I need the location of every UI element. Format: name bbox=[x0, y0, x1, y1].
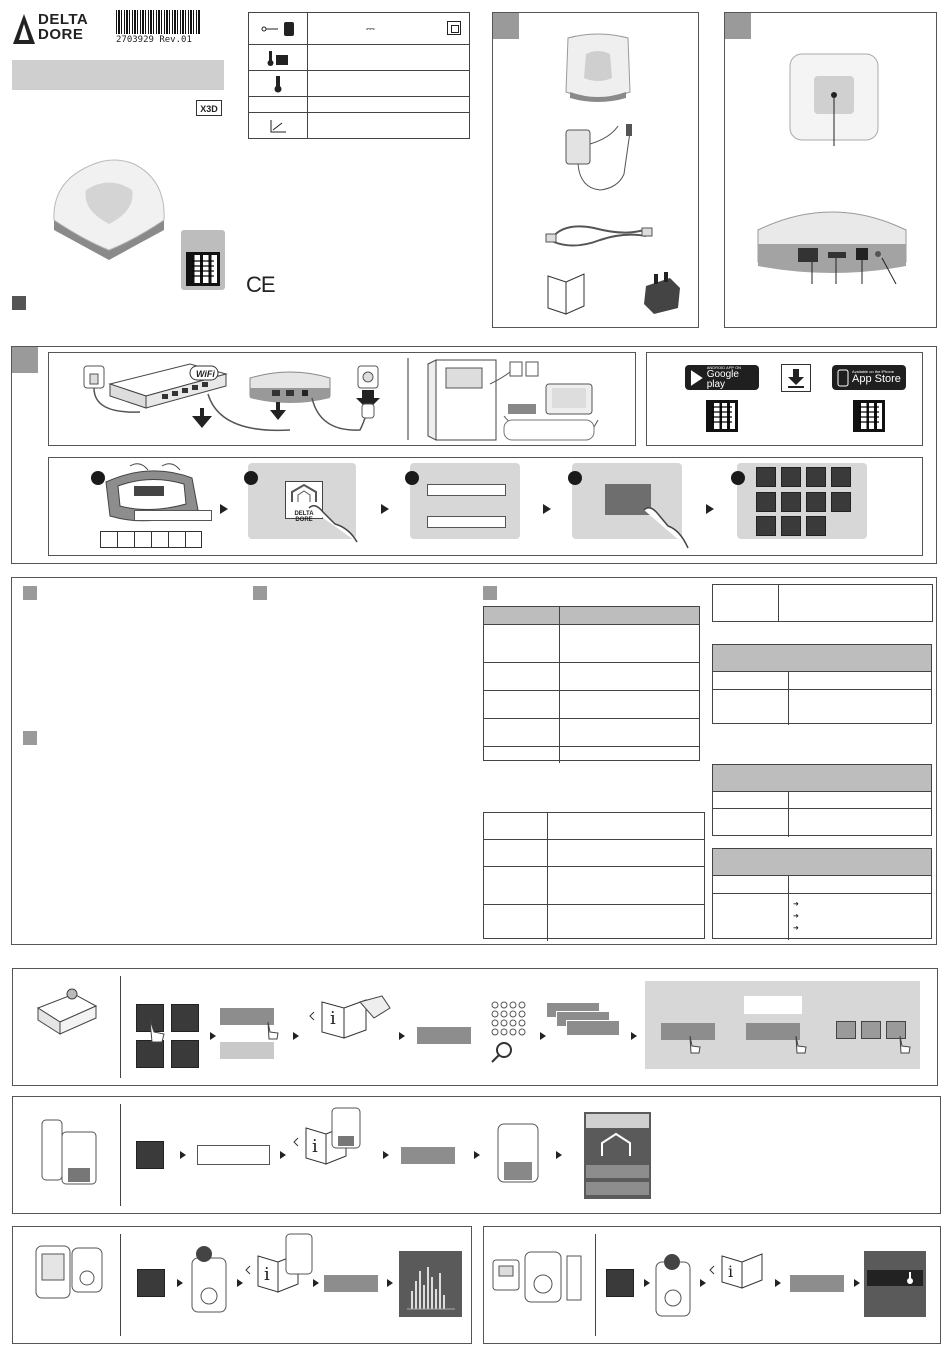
panel-divider bbox=[120, 976, 121, 1078]
mac-address-box bbox=[134, 510, 212, 521]
info-symbol: i bbox=[330, 1008, 336, 1029]
consumption-chart-screen bbox=[399, 1251, 462, 1317]
energy-meter-icon bbox=[34, 1244, 106, 1300]
class-ii-icon bbox=[447, 21, 461, 35]
panel-divider bbox=[595, 1234, 596, 1336]
panel-divider bbox=[120, 1104, 121, 1206]
google-play-qr[interactable] bbox=[706, 400, 738, 432]
tile-more-icon[interactable] bbox=[806, 492, 826, 512]
spec-row-protection bbox=[249, 97, 469, 113]
consumption-icon[interactable] bbox=[137, 1269, 165, 1297]
alarm-status-bar bbox=[586, 1114, 649, 1128]
tile-consumption-icon[interactable] bbox=[781, 516, 801, 536]
login-field-2[interactable] bbox=[427, 516, 506, 528]
app-store-small: Available on the iPhone bbox=[852, 369, 894, 374]
uk-plug-adapter-icon bbox=[640, 272, 686, 318]
power-adapter-icon bbox=[249, 13, 308, 44]
google-play-small: ANDROID APP ON bbox=[706, 364, 742, 370]
tile-scene-icon[interactable] bbox=[831, 492, 851, 512]
thermometer-icon bbox=[904, 1271, 916, 1285]
step-arrow bbox=[180, 1151, 186, 1159]
radiator-icon[interactable] bbox=[136, 1040, 164, 1068]
consumption-bars bbox=[399, 1251, 462, 1317]
info-symbol: i bbox=[312, 1136, 318, 1157]
thermostat-devices-icon bbox=[491, 1246, 587, 1306]
compat-table-2 bbox=[712, 644, 932, 724]
wifi-label: WiFi bbox=[196, 369, 215, 379]
controller-module-icon bbox=[34, 984, 100, 1040]
brand-logo bbox=[12, 12, 100, 46]
panel-divider bbox=[120, 1234, 121, 1336]
delta-dore-small-label: DELTA DORE bbox=[294, 511, 314, 523]
step-arrow bbox=[387, 1279, 393, 1287]
manual-icon bbox=[544, 270, 590, 318]
step-arrow bbox=[540, 1032, 546, 1040]
tile-settings-icon[interactable] bbox=[806, 516, 826, 536]
step-arrow bbox=[399, 1032, 405, 1040]
step-arrow bbox=[474, 1151, 480, 1159]
spec-table bbox=[248, 12, 470, 139]
manual-info-icon bbox=[244, 1232, 318, 1294]
gateway-front-icon bbox=[786, 50, 882, 146]
barcode bbox=[116, 10, 200, 34]
manual-info-icon bbox=[292, 1106, 366, 1166]
keypad-icon bbox=[490, 1000, 530, 1040]
secondary-button[interactable] bbox=[220, 1042, 274, 1059]
google-play-label: Google play bbox=[706, 368, 739, 390]
shape-icon-rect[interactable] bbox=[836, 1021, 856, 1039]
app-store-qr[interactable] bbox=[853, 400, 885, 432]
step-arrow bbox=[700, 1279, 706, 1287]
spec-row-operating bbox=[249, 71, 469, 97]
step-arrow bbox=[210, 1032, 216, 1040]
tile-heating-icon[interactable] bbox=[806, 467, 826, 487]
product-image bbox=[44, 150, 174, 260]
ethernet-cable-icon bbox=[544, 214, 654, 254]
lights-icon[interactable] bbox=[171, 1004, 199, 1032]
hand-tap-icon bbox=[305, 498, 359, 544]
step-arrow bbox=[313, 1279, 319, 1287]
ce-mark: CE bbox=[246, 272, 275, 297]
search-icon bbox=[490, 1040, 514, 1064]
arrow-bullet: ➜ bbox=[793, 913, 799, 920]
section-marker bbox=[12, 296, 26, 310]
login-field-1[interactable] bbox=[427, 484, 506, 496]
gate-icon[interactable] bbox=[171, 1040, 199, 1068]
mac-address-cells bbox=[100, 531, 202, 548]
step-arrow bbox=[237, 1279, 243, 1287]
hand-tap-icon bbox=[640, 502, 690, 550]
section-marker bbox=[12, 347, 38, 373]
delta-logo-icon bbox=[12, 12, 36, 46]
app-store-badge[interactable] bbox=[832, 365, 906, 390]
tile-lights-icon[interactable] bbox=[781, 467, 801, 487]
manual-info-icon bbox=[308, 994, 392, 1040]
section-marker bbox=[23, 731, 37, 745]
hand-tap-icon bbox=[896, 1034, 914, 1054]
brand-line2: DORE bbox=[38, 26, 84, 43]
spec-row-storage bbox=[249, 45, 469, 71]
hand-tap-icon bbox=[264, 1020, 282, 1040]
section-marker bbox=[23, 586, 37, 600]
dc-symbol: ⎓ bbox=[366, 23, 375, 35]
barcode-text: 2703929 Rev.01 bbox=[116, 35, 192, 45]
info-symbol: i bbox=[264, 1264, 270, 1285]
step-2-marker bbox=[244, 471, 258, 485]
step-3-marker bbox=[405, 471, 419, 485]
alarm-house-icon bbox=[598, 1132, 634, 1158]
brand-name bbox=[38, 12, 88, 42]
compat-table-1 bbox=[712, 584, 933, 622]
spec-value-power bbox=[308, 13, 469, 44]
compat-table-3 bbox=[712, 764, 932, 836]
step-arrow bbox=[543, 504, 551, 514]
arrow-bullet: ➜ bbox=[793, 925, 799, 932]
step-arrow bbox=[220, 504, 228, 514]
shape-icon-trapezoid[interactable] bbox=[861, 1021, 881, 1039]
step-5-marker bbox=[731, 471, 745, 485]
spec-row-range bbox=[249, 113, 469, 138]
step-arrow bbox=[631, 1032, 637, 1040]
device-list-item[interactable] bbox=[566, 1020, 620, 1036]
alarm-home-icon[interactable] bbox=[136, 1141, 164, 1169]
tile-alarm-icon[interactable] bbox=[781, 492, 801, 512]
brand-line1: DELTA bbox=[38, 11, 89, 28]
step-arrow bbox=[775, 1279, 781, 1287]
next-button[interactable] bbox=[324, 1275, 378, 1292]
gateway-rear-icon bbox=[752, 200, 912, 284]
step-arrow bbox=[381, 504, 389, 514]
tile-shutters-icon[interactable] bbox=[756, 467, 776, 487]
next-button[interactable] bbox=[401, 1147, 455, 1164]
storage-temperature-icon bbox=[249, 45, 308, 70]
arrow-bullet: ➜ bbox=[793, 901, 799, 908]
play-store-icon bbox=[689, 369, 705, 387]
manual-info-icon bbox=[708, 1250, 770, 1290]
section-marker bbox=[725, 13, 751, 39]
section-marker bbox=[483, 586, 497, 600]
section-marker bbox=[493, 13, 519, 39]
qr-code bbox=[186, 252, 220, 286]
step-arrow bbox=[854, 1279, 860, 1287]
next-button[interactable] bbox=[417, 1027, 471, 1044]
gateway-top-icon bbox=[562, 30, 634, 104]
step-arrow bbox=[706, 504, 714, 514]
section-marker bbox=[253, 586, 267, 600]
next-button[interactable] bbox=[790, 1275, 844, 1292]
compat-table-4 bbox=[712, 848, 932, 939]
status-table bbox=[483, 606, 700, 761]
hand-tap-icon bbox=[792, 1034, 810, 1054]
alarm-zone-row[interactable] bbox=[586, 1182, 649, 1195]
range-icon bbox=[249, 113, 308, 138]
hand-tap-icon bbox=[146, 1018, 168, 1044]
step-arrow bbox=[556, 1151, 562, 1159]
wiring-diagram bbox=[50, 354, 634, 444]
download-icon bbox=[781, 364, 811, 392]
tile-garage-icon[interactable] bbox=[756, 516, 776, 536]
power-adapter-icon bbox=[560, 118, 640, 198]
alarm-zone-row[interactable] bbox=[586, 1165, 649, 1178]
google-play-badge[interactable] bbox=[685, 365, 759, 390]
step-arrow bbox=[383, 1151, 389, 1159]
step-4-marker bbox=[568, 471, 582, 485]
app-store-label: App Store bbox=[852, 373, 901, 385]
alarm-code-field[interactable] bbox=[197, 1145, 270, 1165]
motion-detector-icon bbox=[494, 1122, 542, 1186]
step-arrow bbox=[644, 1279, 650, 1287]
meter-confirm-icon bbox=[190, 1246, 230, 1322]
info-symbol: i bbox=[728, 1262, 734, 1281]
step-arrow bbox=[280, 1151, 286, 1159]
step-arrow bbox=[177, 1279, 183, 1287]
operating-temperature-icon bbox=[249, 71, 308, 96]
spec-row-power bbox=[249, 13, 469, 45]
alarm-devices-icon bbox=[38, 1112, 102, 1188]
device-name-field[interactable] bbox=[744, 996, 802, 1014]
tile-radiator-icon[interactable] bbox=[756, 492, 776, 512]
thermostat-confirm-icon bbox=[654, 1254, 694, 1322]
tile-gate-icon[interactable] bbox=[831, 467, 851, 487]
button-table bbox=[483, 812, 705, 939]
step-arrow bbox=[293, 1032, 299, 1040]
x3d-badge: X3D bbox=[196, 100, 222, 116]
hand-tap-icon bbox=[686, 1034, 704, 1054]
title-band bbox=[12, 60, 224, 90]
heating-icon[interactable] bbox=[606, 1269, 634, 1297]
iphone-icon bbox=[837, 369, 849, 387]
